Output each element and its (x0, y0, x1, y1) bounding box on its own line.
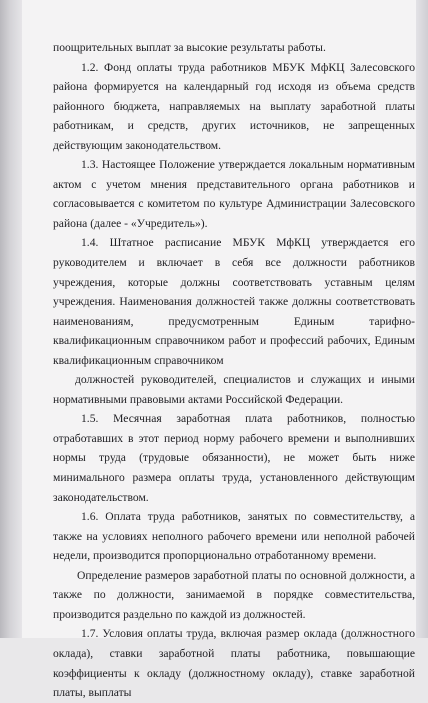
paragraph-1-6: 1.6. Оплата труда работников, занятых по совместительству, а также на условиях неполного рабочего времени или неполной рабочей недели, производится пропорционально отработанному времени. (53, 510, 415, 563)
scanner-shadow-right (416, 0, 428, 638)
paragraph-1-3: 1.3. Настоящее Положение утверждается локальным нормативным актом с учетом мнения представительного органа работников и согласовывается с комитетом по культуре Администрации Залесовского района (далее - «Учредитель»). (53, 158, 415, 230)
paragraph-1-5: 1.5. Месячная заработная плата работников, полностью отработавших в этот период норму рабочего времени и выполнивших нормы труда (трудовые обязанности), не может быть ниже минимального размера оплаты труда, установленного действующим законодательством. (53, 412, 415, 504)
scanner-shadow-left (0, 0, 22, 638)
document-body (53, 38, 415, 703)
paragraph-1-6-definition: Определение размеров заработной платы по основной должности, а также по должности, занимаемой в порядке совместительства, производится раздельно по каждой из должностей. (53, 568, 415, 621)
paragraph-1-1-end: поощрительных выплат за высокие результаты работы. (53, 41, 326, 54)
paragraph-1-4: 1.4. Штатное расписание МБУК МфКЦ утверждается его руководителем и включает в себя все должности работников учреждения, которые должны соответствовать уставным целям учреждения. Наименования должностей также должны соответствовать наименованиям, предусмотренным Единым тарифно-квалификационным справочником работ и профессий рабочих, Единым квалификационным справочником (53, 236, 415, 367)
paragraph-1-4-continued: должностей руководителей, специалистов и служащих и иными нормативными правовыми актами Российской Федерации. (53, 373, 415, 406)
paragraph-1-7: 1.7. Условия оплаты труда, включая размер оклада (должностного оклада), ставки заработной платы работника, повышающие коэффициенты к окладу (должностному окладу), ставке заработной платы, выплаты (53, 627, 415, 700)
document-page (22, 0, 416, 700)
paragraph-1-2: 1.2. Фонд оплаты труда работников МБУК МфКЦ Залесовского района формируется на календарный год исходя из объема средств районного бюджета, направляемых на выплату заработной платы работникам, и средств, других источников, не запрещенных действующим законодательством. (53, 60, 415, 152)
